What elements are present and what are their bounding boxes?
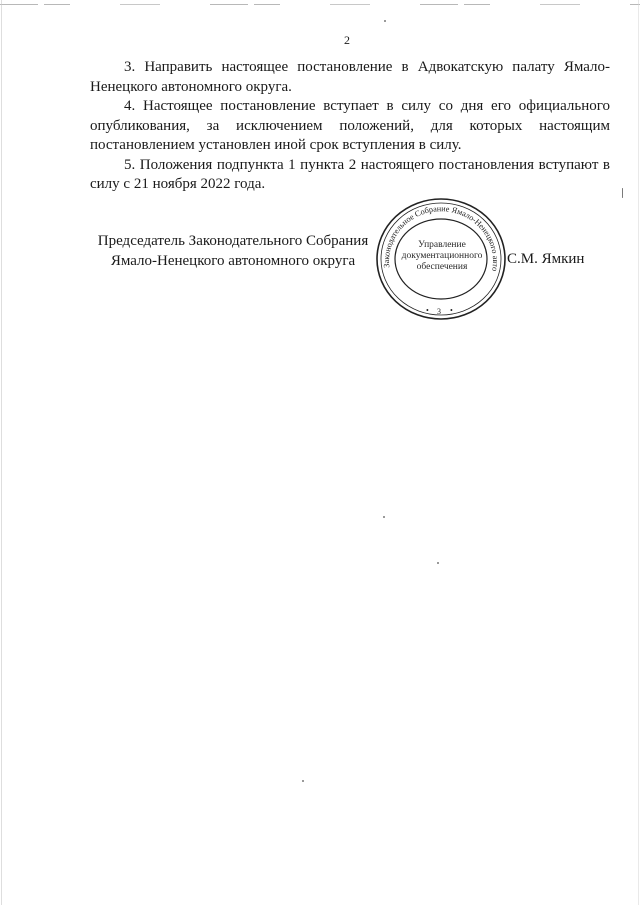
paragraph-5: 5. Положения подпункта 1 пункта 2 настоящего постановления вступают в силу с 21 ноября 2022 года.: [90, 156, 610, 192]
scan-speck: [302, 780, 304, 782]
scan-speck: [384, 20, 386, 22]
scan-speck: [437, 562, 439, 564]
paragraph-4: 4. Настоящее постановление вступает в силу со дня его официального опубликования, за исключением положений, для которых настоящим постановлением установлен иной срок вступления в силу.: [90, 98, 610, 153]
signatory-name: С.М. Ямкин: [507, 251, 585, 267]
signatory-title-line1: Председатель Законодательного Собрания: [97, 233, 369, 249]
scan-artifact-top: [0, 4, 640, 5]
signatory-title: [88, 232, 378, 271]
seal-outer-text: Законодательное Собрание Ямало-Ненецкого авто: [381, 204, 501, 272]
scan-artifact-left: [1, 0, 2, 905]
page-number: 2: [344, 33, 350, 47]
seal-inner-line1: Управление: [418, 240, 466, 250]
body-text: [90, 58, 610, 195]
svg-text:•: •: [450, 306, 453, 315]
seal-inner-line2: документационного: [401, 251, 483, 261]
scan-speck: [622, 188, 623, 198]
scan-speck: [383, 516, 385, 518]
paragraph-3: 3. Направить настоящее постановление в Адвокатскую палату Ямало-Ненецкого автономного округа.: [90, 59, 610, 95]
scan-artifact-right: [638, 0, 639, 905]
seal-inner-line3: обеспечения: [416, 262, 468, 272]
seal-number: 3: [437, 307, 441, 316]
svg-text:•: •: [426, 306, 429, 315]
signatory-title-line2: Ямало-Ненецкого автономного округа: [110, 252, 356, 269]
